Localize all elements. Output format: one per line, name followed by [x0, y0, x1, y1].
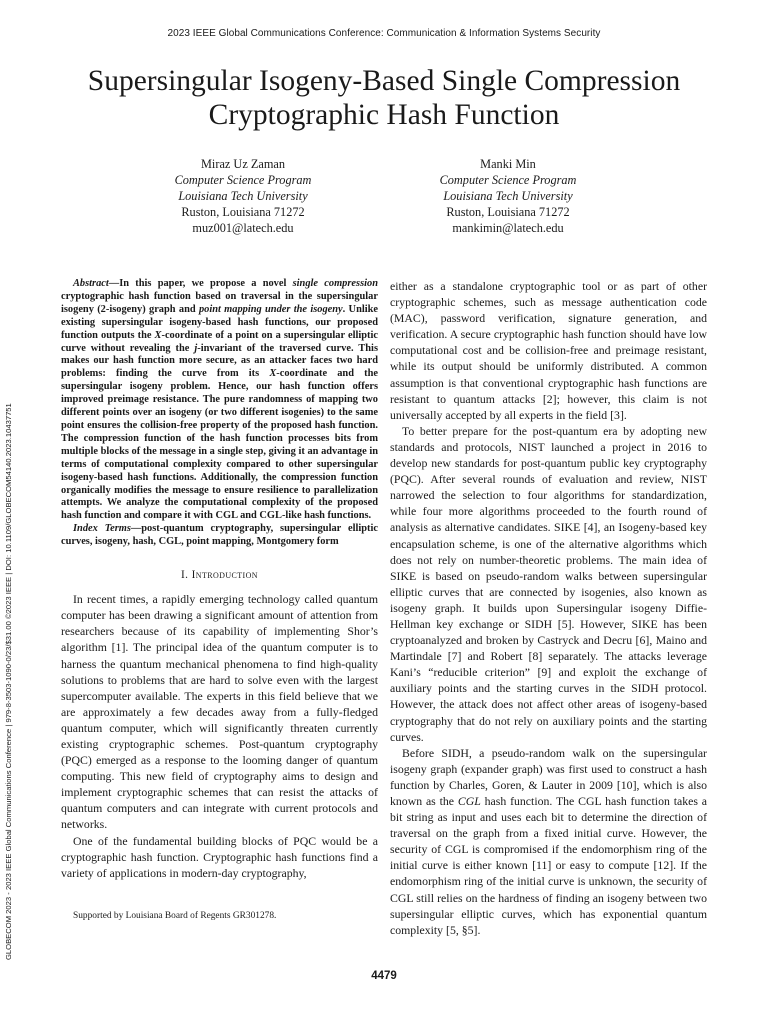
- body-paragraph: either as a standalone cryptographic tool or as part of other cryptographic schemes, such as message authentication code (MAC), password verification, signature generation, and verification. A secure cryptographic hash function should have low computational cost and be collision-free and preimage resistant, while its output should be uniformly distributed. A common assumption is that conventional cryptographic hash functions are resistant to quantum attacks [2]; however, this claim is not universally accepted by all experts in the field [3].: [390, 279, 707, 422]
- author-name: Miraz Uz Zaman: [201, 157, 285, 171]
- author-university: Louisiana Tech University: [443, 189, 573, 203]
- author-block-1: [133, 156, 353, 236]
- author-department: Computer Science Program: [174, 173, 312, 187]
- author-department: Computer Science Program: [439, 173, 577, 187]
- doi-side-stamp: GLOBECOM 2023 - 2023 IEEE Global Communications Conference | 979-8-3503-1090-0/23/$31.00 ©2023 IEEE | DOI: 10.1109/GLOBECOM54140.2023.10437751: [4, 403, 13, 960]
- abstract-emphasis: single compression: [292, 278, 378, 289]
- math-symbol: X: [154, 329, 162, 341]
- body-paragraph: One of the fundamental building blocks of PQC would be a cryptographic hash function. Cryptographic hash functions find a variety of applications in modern-day cryptography,: [61, 833, 378, 880]
- author-block-2: [398, 156, 618, 236]
- author-name: Manki Min: [480, 157, 536, 171]
- abstract-label: Abstract: [73, 278, 109, 289]
- left-column: [61, 278, 378, 881]
- author-location: Ruston, Louisiana 71272: [181, 205, 305, 219]
- index-terms-text: —post-quantum cryptography, supersingular elliptic curves, isogeny, hash, CGL, point mapping, Montgomery form: [61, 523, 378, 548]
- abstract-text: . Unlike existing supersingular isogeny-based hash functions, our proposed function outputs the: [61, 303, 379, 341]
- author-email: mankimin@latech.edu: [452, 221, 564, 235]
- section-heading: [61, 567, 378, 583]
- abstract-text: -coordinate of a point on a supersingular elliptic curve without revealing the: [61, 329, 378, 354]
- paper-title: [40, 64, 728, 132]
- right-column: [390, 278, 707, 938]
- math-symbol: X: [269, 368, 277, 380]
- abstract-emphasis: point mapping under the isogeny: [198, 303, 343, 315]
- paragraph-text: hash function. The CGL hash function takes a bit string as input and uses each bit to determine the direction of traversal on the graph from a fixed initial curve. However, the security of CGL is compromised if the endomorphism ring of the initial curve is either known [11] or easy to compute [12]. If the endomorphism ring of the initial curve is unknown, the security of CGL still relies on the hardness of finding an isogeny between two supersingular elliptic curves, which has exponential quantum complexity [5, §5].: [390, 794, 707, 937]
- page-number: 4479: [371, 970, 397, 982]
- author-location: Ruston, Louisiana 71272: [446, 205, 570, 219]
- footnote: Supported by Louisiana Board of Regents GR301278.: [73, 911, 277, 921]
- conference-header: 2023 IEEE Global Communications Conference: Communication & Information Systems Security: [167, 28, 601, 39]
- abstract-text: -invariant of the traversed curve. This makes our hash function more secure, as an attacker faces two hard problems: finding the curve from its: [61, 342, 378, 380]
- abstract: [61, 278, 378, 523]
- section-number: I.: [181, 569, 192, 582]
- title-line-2: Cryptographic Hash Function: [208, 99, 560, 131]
- math-symbol: j: [194, 342, 198, 354]
- section-title: Introduction: [191, 569, 258, 582]
- body-paragraph: To better prepare for the post-quantum era by adopting new standards and protocols, NIST launched a project in 2016 to develop new standards for post-quantum public key cryptography (PQC). After several rounds of evaluation and review, NIST narrowed the selection to four algorithms for standardization, while four more algorithms proceeded to the fourth round of analysis as alternative candidates. SIKE [4], an Isogeny-based key encapsulation scheme, is one of the alternative algorithms which does not rely on number-theoretic problems. The main idea of SIKE is based on pseudo-random walks between supersingular elliptic curves that are connected by isogenies, also known as isogeny graph. It builds upon Supersingular isogeny Diffie-Hellman key exchange or SIDH [5]. However, SIKE has been cryptoanalyzed and broken by Castryck and Decru [6], Maino and Martindale [7] and Robert [8] separately. The attacks leverage Kani’s “reducible criterion” [9] and exploit the exchange of auxiliary points and the starting curves in the SIDH protocol. However, the attack does not affect other areas of isogeny-based cryptography that do not rely on auxiliary points and the starting curves.: [390, 423, 707, 744]
- body-paragraph: [390, 745, 707, 938]
- paragraph-text: Before SIDH, a pseudo-random walk on the supersingular isogeny graph (expander graph) was first used to construct a hash function by Charles, Goren, & Lauter in 2009 [10], which is also known as the: [390, 745, 707, 808]
- index-terms-label: Index Terms: [73, 523, 131, 535]
- title-line-1: Supersingular Isogeny-Based Single Compression: [87, 65, 681, 97]
- abstract-text: -coordinate and the supersingular isogeny problem. Hence, our hash function offers improved preimage resistance. The pure randomness of mapping two different points over an isogeny (or two different isogenies) to the same point ensures the collision-free property of the proposed hash function. The compression function of the hash function processes bits from multiple blocks of the message in a single step, giving it an advantage in terms of computational complexity compared to other supersingular isogeny-based hash functions. Additionally, the compression function organically modifies the message to ensure resilience to parallelization attempts. We analyze the computational complexity of the proposed hash function and compare it with CGL and CGL-like hash functions.: [61, 368, 378, 522]
- abstract-text: —In this paper, we propose a novel: [108, 278, 293, 289]
- paragraph-emphasis: CGL: [457, 794, 481, 808]
- index-terms: [61, 523, 378, 549]
- body-paragraph: In recent times, a rapidly emerging technology called quantum computer has been drawing a significant amount of attention from researchers because of its capability of implementing Shor’s algorithm [1]. The principal idea of the quantum computer is to harness the quantum mechanical phenomena to find high-quality solutions to problems that are hard to solve even with the largest supercomputer available. The experts in this field believe that we are approximately a few decades away from a fully-fledged quantum computer, which will significantly threaten currently existing cryptographic schemes. Post-quantum cryptography (PQC) emerged as a response to the looming danger of quantum computing. This new field of cryptography aims to design and implement cryptographic schemes that can resist the attacks of quantum computers and can integrate with current protocols and networks.: [61, 592, 378, 832]
- author-university: Louisiana Tech University: [178, 189, 308, 203]
- author-email: muz001@latech.edu: [192, 221, 294, 235]
- abstract-text: cryptographic hash function based on traversal in the supersingular isogeny (2-isogeny) graph and: [61, 290, 378, 315]
